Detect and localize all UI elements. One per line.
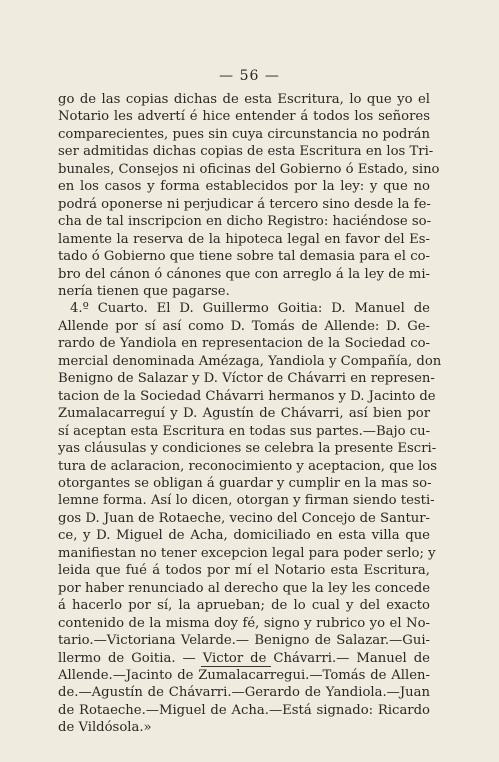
text-line: rardo de Yandiola en representacion de la Sociedad co- [58,336,430,352]
text-line: lamente la reserva de la hipoteca legal en favor del Es- [58,231,430,247]
text-line: por haber renunciado al derecho que la ley les concede [58,580,430,596]
text-line: bro del cánon ó cánones que con arreglo á la ley de mi- [58,266,430,282]
text-line: gos D. Juan de Rotaeche, vecino del Concejo de Santur- [58,510,430,526]
text-line: llermo de Goitia. — Victor de Chávarri.— Manuel de [58,650,430,666]
text-line: 4.º Cuarto. El D. Guillermo Goitia: D. Manuel de [70,301,430,317]
text-line: de Vildósola.» [58,720,152,736]
text-line: manifiestan no tener excepcion legal para poder serlo; y [58,545,436,561]
text-line: tacion de la Sociedad Chávarri hermanos y D. Jacinto de [58,388,436,404]
text-line: Benigno de Salazar y D. Víctor de Chávarri en represen- [58,371,435,387]
text-line: en los casos y forma establecidos por la ley: y que no [58,179,430,195]
text-line: comparecientes, pues sin cuya circunstancia no podrán [58,126,430,142]
text-line: podrá oponerse ni perjudicar á tercero sino desde la fe- [58,196,431,212]
text-line: bunales, Consejos ni oficinas del Gobierno ó Estado, sino [58,161,440,177]
text-line: Allende.—Jacinto de Zumalacarregui.—Tomás de Allen- [58,667,430,683]
text-line: lemne forma. Así lo dicen, otorgan y firman siendo testi- [58,493,435,509]
text-line: de Rotaeche.—Miguel de Acha.—Está signado: Ricardo [58,702,430,718]
text-line: tado ó Gobierno que tiene sobre tal demasia para el co- [58,249,430,265]
text-line: nería tienen que pagarse. [58,283,230,299]
text-line: cha de tal inscripcion en dicho Registro: haciéndose so- [58,214,432,230]
text-line: de.—Agustín de Chávarri.—Gerardo de Yandiola.—Juan [58,685,430,701]
end-rule [201,666,271,667]
text-line: Zumalacarreguí y D. Agustín de Chávarri, así bien por [58,406,430,422]
text-line: tario.—Victoriana Velarde.— Benigno de Salazar.—Gui- [58,633,430,649]
text-line: sí aceptan esta Escritura en todas sus partes.—Bajo cu- [58,423,431,439]
body-text [58,91,442,737]
text-line: á hacerlo por sí, la aprueban; de lo cual y del exacto [58,598,430,614]
text-line: ce, y D. Miguel de Acha, domiciliado en esta villa que [58,528,430,544]
text-line: contenido de la misma doy fé, signo y rubrico yo el No- [58,615,430,631]
text-line: ser admitidas dichas copias de esta Escritura en los Tri- [58,144,434,160]
page-number: — 56 — [219,68,280,84]
text-line: tura de aclaracion, reconocimiento y aceptacion, que los [58,458,437,474]
text-line: go de las copias dichas de esta Escritura, lo que yo el [58,92,430,107]
text-line: mercial denominada Amézaga, Yandiola y Compañía, don [58,353,442,369]
text-line: otorgantes se obligan á guardar y cumplir en la mas so- [58,475,432,491]
text-line: leida que fué á todos por mí el Notario esta Escritura, [58,563,430,579]
text-line: Notario les advertí é hice entender á todos los señores [58,109,430,125]
text-line: yas cláusulas y condiciones se celebra la presente Escri- [58,441,437,457]
text-line: Allende por sí así como D. Tomás de Allende: D. Ge- [58,318,430,334]
